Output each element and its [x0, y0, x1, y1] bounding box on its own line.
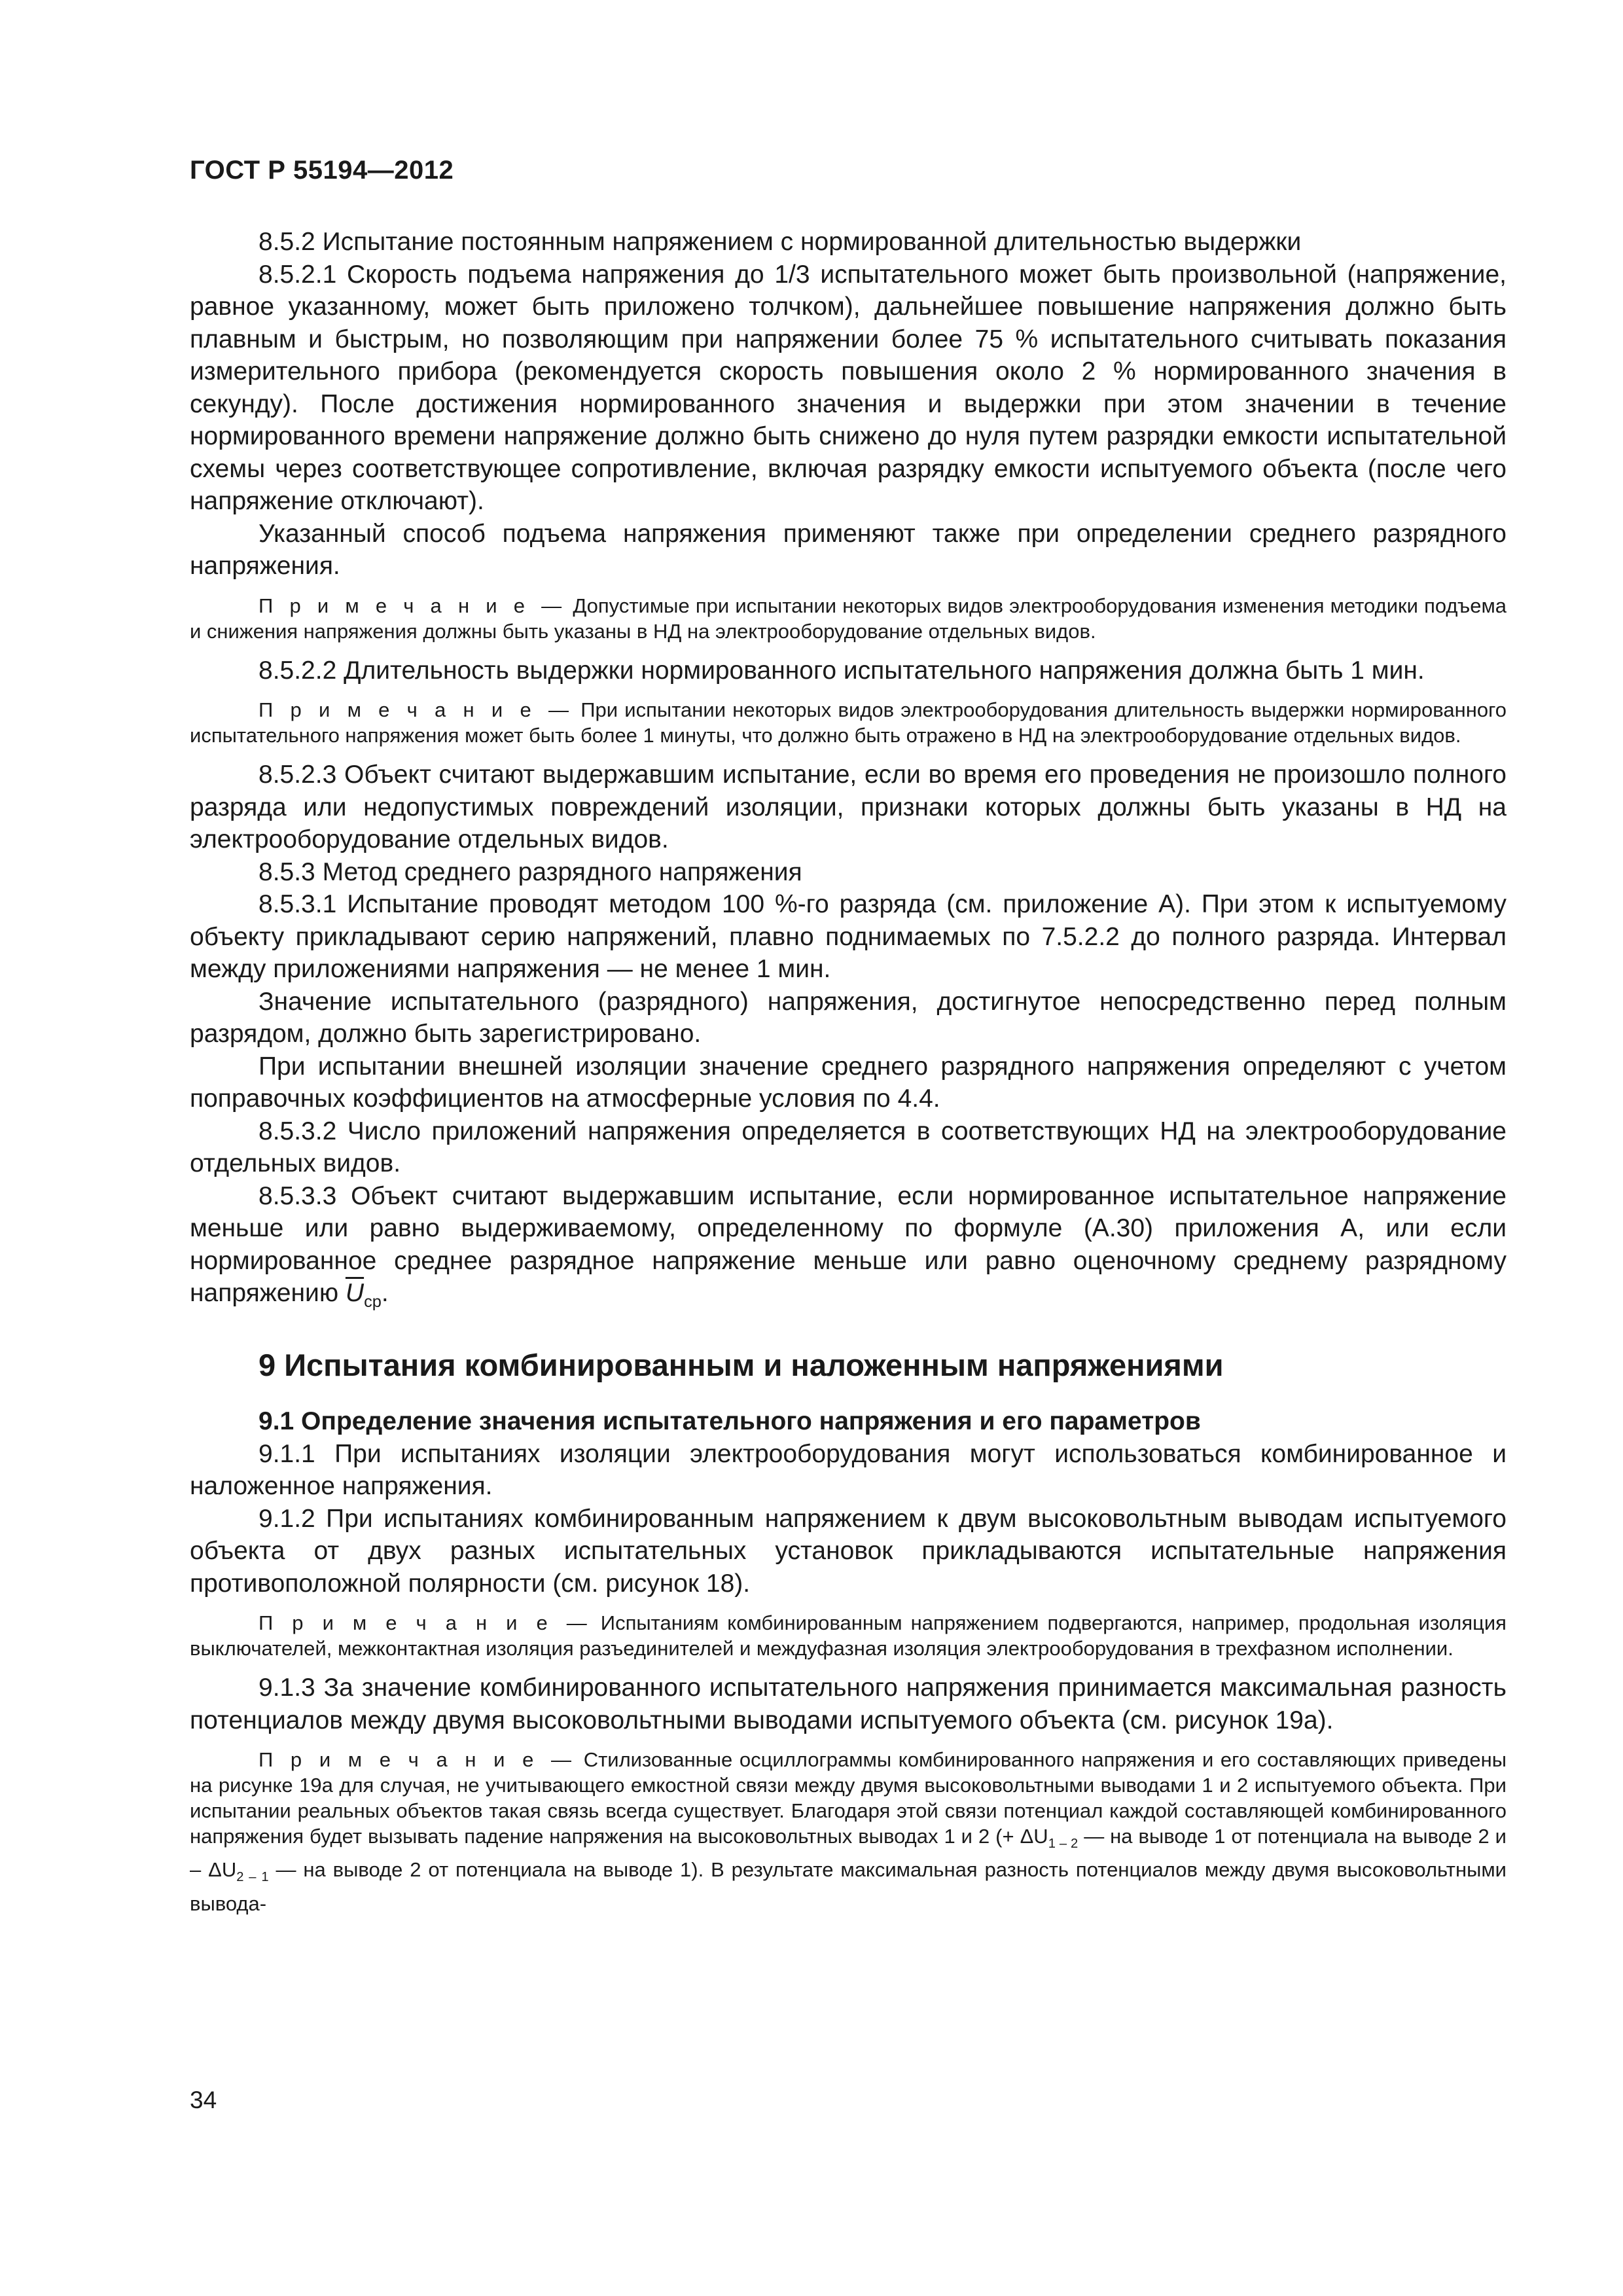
note — [190, 1610, 1507, 1661]
paragraph: При испытании внешней изоляции значение среднего разрядного напряжения определяют с учетом поправочных коэффициентов на атмосферные условия по 4.4. — [190, 1052, 1507, 1113]
note — [190, 593, 1507, 644]
paragraph: 8.5.3.2 Число приложений напряжения определяется в соответствующих НД на электрооборудование отдельных видов. — [190, 1117, 1507, 1177]
note-text: — на выводе 2 от потенциала на выводе 1). В результате максимальная разность потенциалов между двумя высоковольтными вывода- — [190, 1858, 1507, 1915]
page-number: 34 — [190, 2087, 217, 2113]
note-text: Испытаниям комбинированным напряжением подвергаются, например, продольная изоляция выключателей, межконтактная изоляция разъединителей и междуфазная изоляция электрооборудования в трехфазном исполнении. — [190, 1611, 1507, 1660]
paragraph-end: . — [381, 1279, 389, 1307]
subsection-heading: 9.1 Определение значения испытательного напряжения и его параметров — [259, 1407, 1201, 1436]
document-header: ГОСТ Р 55194—2012 — [190, 156, 454, 185]
paragraph: 8.5.3.1 Испытание проводят методом 100 %-го разряда (см. приложение А). При этом к испытуемому объекту прикладывают серию напряжений, плавно поднимаемых по 7.5.2.2 до полного разряда. Интервал между приложениями напряжения — не менее 1 мин. — [190, 890, 1507, 983]
note-label: П р и м е ч а н и е — — [259, 1748, 577, 1772]
note-text: — на выводе 1 от потенциала на выводе 2 и – ΔU — [190, 1825, 1507, 1882]
document-page — [190, 156, 1507, 1916]
note-label: П р и м е ч а н и е — — [259, 698, 574, 721]
paragraph: 9.1.2 При испытаниях комбинированным напряжением к двум высоковольтным выводам испытуемого объекта от двух разных испытательных установок прикладываются испытательные напряжения противоположной полярности (см. рисунок 18). — [190, 1504, 1507, 1598]
paragraph: Указанный способ подъема напряжения применяют также при определении среднего разрядного напряжения. — [190, 519, 1507, 580]
paragraph: Значение испытательного (разрядного) напряжения, достигнутое непосредственно перед полным разрядом, должно быть зарегистрировано. — [190, 987, 1507, 1048]
note-text: Стилизованные осциллограммы комбинированного напряжения и его составляющих приведены на рисунке 19а для случая, не учитывающего емкостной связи между двумя высоковольтными выводами 1 и 2 испытуемого объекта. При испытании реальных объектов такая связь всегда существует. Благодаря этой связи потенциал каждой составляющей комбинированного напряжения будет вызывать падение напряжения на высоковольтных выводах 1 и 2 (+ ΔU — [190, 1748, 1507, 1848]
paragraph: 9.1.3 За значение комбинированного испытательного напряжения принимается максимальная разность потенциалов между двумя высоковольтными выводами испытуемого объекта (см. рисунок 19а). — [190, 1674, 1507, 1734]
note-label: П р и м е ч а н и е — — [259, 1611, 592, 1635]
subscript: 2 – 1 — [236, 1870, 269, 1885]
subscript: 1 – 2 — [1048, 1837, 1079, 1852]
paragraph: 9.1.1 При испытаниях изоляции электрооборудования могут использоваться комбинированное и наложенное напряжения. — [190, 1439, 1507, 1501]
paragraph: 8.5.2 Испытание постоянным напряжением с нормированной длительностью выдержки — [259, 228, 1302, 256]
paragraph: 8.5.2.2 Длительность выдержки нормированного испытательного напряжения должна быть 1 мин. — [259, 656, 1425, 685]
section-heading: 9 Испытания комбинированным и наложенным напряжениями — [259, 1348, 1224, 1383]
paragraph — [190, 1180, 1507, 1319]
note-text: Допустимые при испытании некоторых видов электрооборудования изменения методики подъема и снижения напряжения должны быть указаны в НД на электрооборудование отдельных видов. — [190, 594, 1507, 643]
paragraph-text: 8.5.3.3 Объект считают выдержавшим испытание, если нормированное испытательное напряжение меньше или равно выдерживаемому, определенному по формуле (А.30) приложения А, или если нормированное среднее разрядное напряжение меньше или равно оценочному среднему разрядному напряжению — [190, 1181, 1507, 1307]
paragraph: 8.5.2.1 Скорость подъема напряжения до 1/3 испытательного может быть произвольной (напряжение, равное указанному, может быть приложено толчком), дальнейшее повышение напряжения должно быть плавным и быстрым, но позволяющим при напряжении более 75 % испытательного считывать показания измерительного прибора (рекомендуется скорость повышения около 2 % нормированного значения в секунду). После достижения нормированного значения и выдержки при этом значении в течение нормированного времени напряжение должно быть снижено до нуля путем разрядки емкости испытательной схемы через соответствующее сопротивление, включая разрядку емкости испытуемого объекта (после чего напряжение отключают). — [190, 260, 1507, 515]
subscript: ср — [364, 1292, 382, 1311]
note — [190, 1747, 1507, 1916]
note-label: П р и м е ч а н и е — — [259, 594, 567, 617]
note-text: При испытании некоторых видов электрооборудования длительность выдержки нормированного испытательного напряжения может быть более 1 минуты, что должно быть отражено в НД на электрооборудование отдельных видов. — [190, 698, 1507, 747]
paragraph: 8.5.2.3 Объект считают выдержавшим испытание, если во время его проведения не произошло полного разряда или недопустимых повреждений изоляции, признаки которых должны быть указаны в НД на электрооборудование отдельных видов. — [190, 761, 1507, 853]
mean-voltage-symbol: $\overline{U}$ — [345, 1279, 365, 1307]
paragraph: 8.5.3 Метод среднего разрядного напряжения — [259, 857, 802, 886]
note — [190, 697, 1507, 748]
